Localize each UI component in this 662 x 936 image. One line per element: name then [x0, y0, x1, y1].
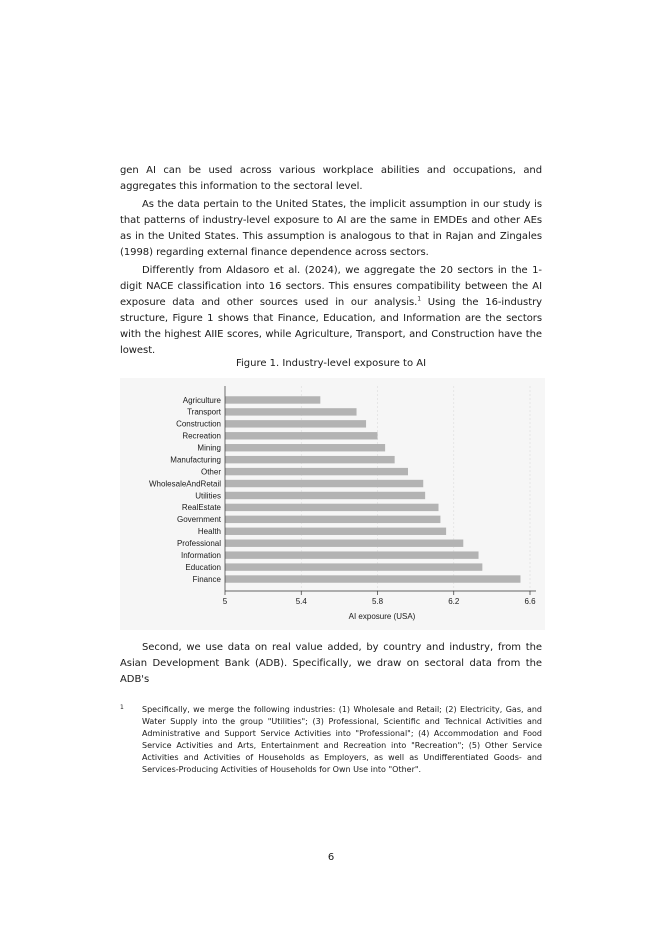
- category-label-information: Information: [180, 550, 221, 560]
- bar-information: [225, 551, 479, 558]
- figure-caption: Figure 1. Industry-level exposure to AI: [235, 358, 427, 369]
- bar-chart: [120, 378, 545, 630]
- chart-grid: [301, 386, 530, 591]
- paragraph-3: [120, 263, 542, 359]
- x-tick-label-2: 5.8: [371, 597, 384, 606]
- paragraph-1: gen AI can be used across various workplace abilities and occupations, and aggregates this information to the sectoral level.: [120, 165, 542, 192]
- bar-finance: [225, 575, 520, 582]
- category-label-finance: Finance: [192, 574, 221, 584]
- footnote-reference[interactable]: 1: [417, 295, 422, 303]
- category-label-mining: Mining: [197, 443, 221, 453]
- paragraph-3-text-a: Differently from Aldasoro et al. (2024), we aggregate the 20 sectors in the 1-digit NACE classification into 16 sectors. This ensures compatibility between the AI exposure data and other sources used in our analysis.: [120, 265, 542, 308]
- bar-professional: [225, 540, 463, 547]
- chart-bars: [225, 396, 520, 582]
- bar-government: [225, 516, 440, 523]
- bar-mining: [225, 444, 385, 451]
- category-label-other: Other: [200, 467, 221, 477]
- category-label-wholesaleandretail: WholesaleAndRetail: [148, 479, 221, 489]
- paragraph-4: Second, we use data on real value added, by country and industry, from the Asian Development Bank (ADB). Specifically, we draw on sectoral data from the ADB's: [120, 642, 542, 685]
- chart-svg: [120, 378, 545, 630]
- category-label-recreation: Recreation: [182, 431, 221, 441]
- bar-other: [225, 468, 408, 475]
- bar-transport: [225, 408, 357, 415]
- bar-wholesaleandretail: [225, 480, 423, 487]
- x-tick-label-4: 6.6: [524, 597, 536, 606]
- paragraph-3-text-b: Using the 16-industry structure, Figure 1 shows that Finance, Education, and Information are the sectors with the highest AIIE scores, while Agriculture, Transport, and Construction have the lowest.: [120, 297, 542, 356]
- bar-education: [225, 563, 482, 570]
- page-number: 6: [327, 852, 335, 863]
- bar-recreation: [225, 432, 378, 439]
- category-label-manufacturing: Manufacturing: [170, 455, 221, 465]
- category-label-education: Education: [185, 562, 221, 572]
- bar-utilities: [225, 492, 425, 499]
- category-label-health: Health: [197, 527, 221, 537]
- x-tick-label-1: 5.4: [295, 597, 307, 606]
- category-label-government: Government: [176, 515, 221, 525]
- bar-manufacturing: [225, 456, 395, 463]
- footnote-text: Specifically, we merge the following industries: (1) Wholesale and Retail; (2) Electricity, Gas, and Water Supply into the group "Utilities"; (3) Professional, Scientific and Technical Activities and Administrative and Support Service Activities into "Professional"; (4) Accommodation and Food Service Activities and Arts, Entertainment and Recreation into "Recreation"; (5) Other Service Activities and Activities of Households as Employers, as well as Undifferentiated Goods- and Services-Producing Activities of Households for Own Use into "Other".: [142, 705, 542, 774]
- category-label-transport: Transport: [187, 407, 221, 417]
- category-label-professional: Professional: [176, 539, 221, 549]
- footnote-mark: 1: [120, 704, 124, 711]
- x-tick-label-0: 5: [222, 597, 228, 606]
- bar-construction: [225, 420, 366, 427]
- bar-health: [225, 528, 446, 535]
- paragraph-2: As the data pertain to the United States, the implicit assumption in our study is that patterns of industry-level exposure to AI are the same in EMDEs and other AEs as in the United States. This assumption is analogous to that in Rajan and Zingales (1998) regarding external finance dependence across sectors.: [120, 199, 542, 258]
- category-label-agriculture: Agriculture: [182, 395, 221, 405]
- bar-realestate: [225, 504, 439, 511]
- category-label-construction: Construction: [176, 419, 221, 429]
- category-label-utilities: Utilities: [195, 491, 221, 501]
- category-label-realestate: RealEstate: [181, 503, 221, 513]
- x-tick-label-3: 6.2: [448, 597, 460, 606]
- bar-agriculture: [225, 396, 320, 403]
- x-axis-label: AI exposure (USA): [348, 612, 416, 621]
